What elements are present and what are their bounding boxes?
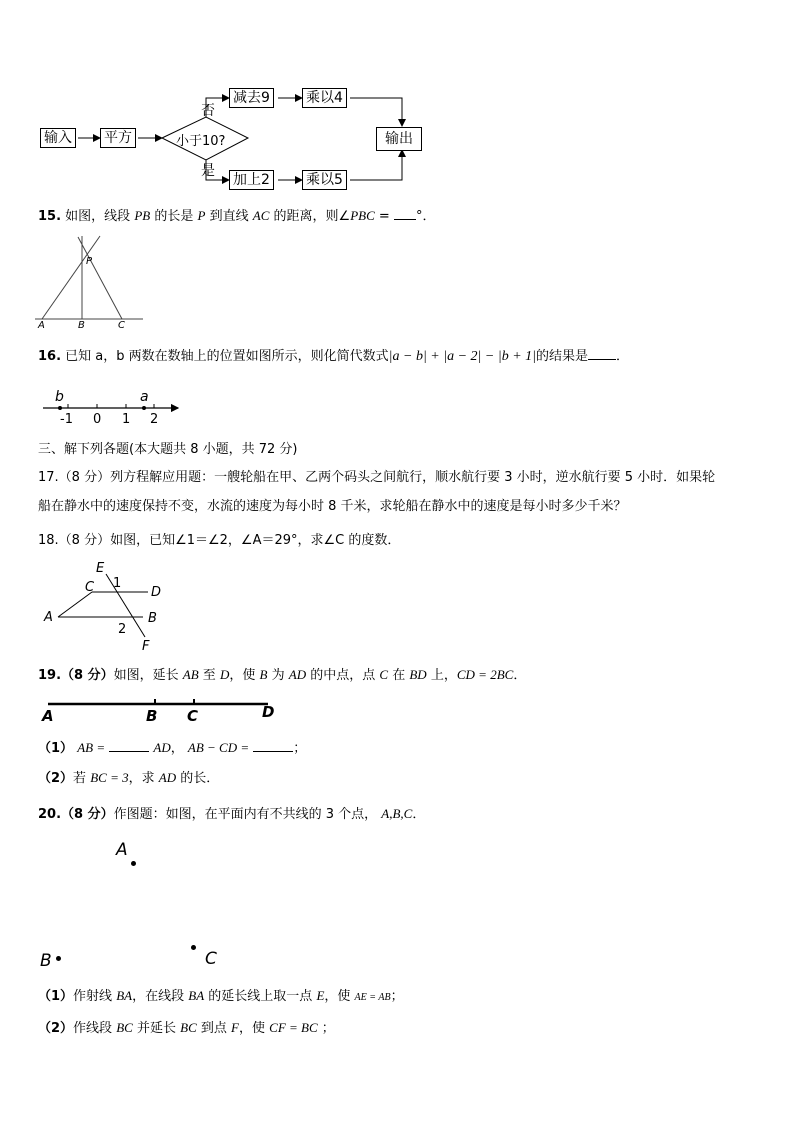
q20-sub2-a: 作线段 xyxy=(73,1021,113,1036)
q19-sub2-b: ，求 xyxy=(128,771,155,786)
q20-sub1 xyxy=(38,988,404,1006)
q16-expression: |a − b| + |a − 2| − |b + 1| xyxy=(388,349,536,364)
q19-text-f: 在 xyxy=(392,668,406,683)
q18-label-E: E xyxy=(96,561,105,576)
q16-text-c: ． xyxy=(616,349,630,364)
q19-label-C: C xyxy=(187,707,199,725)
q19-sub2-label: （2） xyxy=(38,771,74,786)
q16-text-b: 的结果是 xyxy=(535,349,588,364)
q20-sub1-ae-eq: AE = AB xyxy=(354,992,391,1003)
q19-sub2-eq: BC = 3 xyxy=(90,770,129,785)
q19-c: C xyxy=(379,667,389,682)
q16-tick-0: 0 xyxy=(93,412,102,427)
q15-p: P xyxy=(197,208,206,223)
q19-text-g: 上， xyxy=(430,668,457,683)
q20-sub1-b: ，在线段 xyxy=(132,989,185,1004)
q16-answer-blank xyxy=(588,359,616,360)
q20-text-a: 作图题：如图，在平面内有不共线的 3 个点， xyxy=(113,807,378,822)
q19-text-h: ． xyxy=(513,668,527,683)
flow-mul5-box: 乘以5 xyxy=(302,170,347,190)
q20-sub1-a: 作射线 xyxy=(73,989,113,1004)
q20-sub1-ba-1: BA xyxy=(116,988,133,1003)
q19-label-B: B xyxy=(146,707,158,725)
q20-sub1-c: 的延长线上取一点 xyxy=(208,989,313,1004)
flow-sub9-box: 减去9 xyxy=(229,88,274,108)
q19-text-c: ，使 xyxy=(229,668,256,683)
q15-answer-blank xyxy=(394,219,416,220)
q15-text-b: 的长是 xyxy=(154,209,194,224)
q20-point-B xyxy=(56,956,61,961)
flow-condition-label: 小于10? xyxy=(176,134,226,149)
q20-sub1-e: E xyxy=(316,988,325,1003)
q20-sub2-c: 到点 xyxy=(200,1021,227,1036)
q19-equation: CD = 2BC xyxy=(456,667,514,682)
q16-label-b: b xyxy=(55,389,64,405)
q15-number: 15. xyxy=(38,209,62,224)
q19-bd: BD xyxy=(409,667,427,682)
q19-sub1 xyxy=(38,740,306,757)
q19-text-b: 至 xyxy=(202,668,216,683)
q20-label-C: C xyxy=(205,949,217,969)
q19-label-D: D xyxy=(262,703,275,721)
q18-label-D: D xyxy=(151,585,162,600)
q15-ac: AC xyxy=(252,208,270,223)
q18-label-F: F xyxy=(142,639,150,654)
q19-sub2 xyxy=(38,770,219,787)
flow-add2-box: 加上2 xyxy=(229,170,274,190)
q15-text xyxy=(38,208,435,225)
flow-square-box: 平方 xyxy=(100,128,136,148)
q18-label-1: 1 xyxy=(113,576,122,591)
q15-text-d: 的距离，则∠ xyxy=(273,209,351,224)
q17-line-2: 船在静水中的速度保持不变，水流的速度为每小时 8 千米，求轮船在静水中的速度是每小时多少千米？ xyxy=(38,499,627,514)
q20-text-b: ． xyxy=(412,807,426,822)
q20-sub2-label: （2） xyxy=(38,1021,74,1036)
q18-label-C: C xyxy=(85,580,95,595)
q20-sub2-e: ； xyxy=(321,1021,335,1036)
q15-text-f: °． xyxy=(415,209,436,224)
q19-sub1-ab: AB = xyxy=(77,740,106,755)
flow-no-label: 否 xyxy=(201,103,215,119)
q19-sub1-blank-1 xyxy=(109,751,149,752)
q18-label-2: 2 xyxy=(118,622,127,637)
q20-points: A,B,C xyxy=(381,806,413,821)
q20-sub1-d: ，使 xyxy=(324,989,351,1004)
q16-tick-1: 1 xyxy=(122,412,131,427)
q15-pb: PB xyxy=(134,208,151,223)
q20-sub2-cf-eq: CF = BC xyxy=(269,1020,318,1035)
q15-fig-label-B: B xyxy=(78,320,85,331)
q20-sub2 xyxy=(38,1020,335,1037)
q20-number: 20.（8 分） xyxy=(38,807,114,822)
q15-fig-label-A: A xyxy=(38,320,45,331)
q19-sub2-c: 的长． xyxy=(180,771,220,786)
q20-point-C xyxy=(191,945,196,950)
q19-sub1-comma: ， xyxy=(170,741,184,756)
q19-text-d: 为 xyxy=(271,668,285,683)
q15-text-c: 到直线 xyxy=(209,209,249,224)
flow-mul4-box: 乘以4 xyxy=(302,88,347,108)
q16-label-a: a xyxy=(140,389,149,405)
q16-number: 16. xyxy=(38,349,62,364)
q20-sub2-b: 并延长 xyxy=(136,1021,176,1036)
q15-figure xyxy=(30,232,150,332)
section-3-heading: 三、解下列各题(本大题共 8 小题，共 72 分) xyxy=(38,442,298,457)
q19-sub1-ad: AD xyxy=(153,740,171,755)
q19-text-a: 如图，延长 xyxy=(113,668,179,683)
q18-label-B: B xyxy=(148,611,157,626)
q16-tick-2: 2 xyxy=(150,412,159,427)
flow-input-box: 输入 xyxy=(40,128,76,148)
q19-d: D xyxy=(219,667,230,682)
q20-sub1-label: （1） xyxy=(38,989,74,1004)
q19-label-A: A xyxy=(42,707,54,725)
q15-pbc: PBC xyxy=(350,208,375,223)
flow-yes-label: 是 xyxy=(201,163,215,179)
q15-text-e: = xyxy=(378,209,390,224)
q19-sub1-end: ； xyxy=(293,741,307,756)
q16-tick-neg1: -1 xyxy=(60,412,73,427)
q18-label-A: A xyxy=(44,610,53,625)
q18-figure xyxy=(40,560,170,650)
q20-sub2-bc-2: BC xyxy=(180,1020,197,1035)
q20-sub1-e-end: ； xyxy=(390,989,404,1004)
q16-text xyxy=(38,349,629,365)
q20-sub2-bc-1: BC xyxy=(116,1020,133,1035)
q19-sub2-a: 若 xyxy=(73,771,87,786)
q19-text xyxy=(38,667,526,684)
q19-ab: AB xyxy=(182,667,199,682)
q20-point-A xyxy=(131,861,136,866)
q20-sub2-f: F xyxy=(231,1020,239,1035)
q19-b: B xyxy=(259,667,268,682)
q20-sub1-ba-2: BA xyxy=(188,988,205,1003)
q19-sub1-label: （1） xyxy=(38,741,74,756)
q19-sub1-ab-cd: AB − CD = xyxy=(187,740,250,755)
flow-output-box: 输出 xyxy=(376,127,422,151)
q20-label-A: A xyxy=(116,840,128,860)
q15-fig-label-P: P xyxy=(86,256,93,267)
q19-text-e: 的中点，点 xyxy=(310,668,376,683)
q16-text-a: 已知 a，b 两数在数轴上的位置如图所示，则化简代数式 xyxy=(65,349,389,364)
flowchart-lines xyxy=(0,0,794,200)
q20-text xyxy=(38,806,425,823)
q19-sub1-blank-2 xyxy=(253,751,293,752)
q20-label-B: B xyxy=(40,951,52,971)
q20-sub2-d: ，使 xyxy=(239,1021,266,1036)
q18-text: 18.（8 分）如图，已知∠1＝∠2，∠A＝29°，求∠C 的度数． xyxy=(38,533,401,548)
q15-text-a: 如图，线段 xyxy=(65,209,131,224)
q19-ad: AD xyxy=(288,667,307,682)
q19-segment xyxy=(40,696,280,712)
q19-sub2-ad: AD xyxy=(158,770,177,785)
q17-line-1: 17.（8 分）列方程解应用题：一艘轮船在甲、乙两个码头之间航行，顺水航行要 3 小时，逆水航行要 5 小时．如果轮 xyxy=(38,470,716,485)
q15-fig-label-C: C xyxy=(118,320,125,331)
q19-number: 19.（8 分） xyxy=(38,668,114,683)
